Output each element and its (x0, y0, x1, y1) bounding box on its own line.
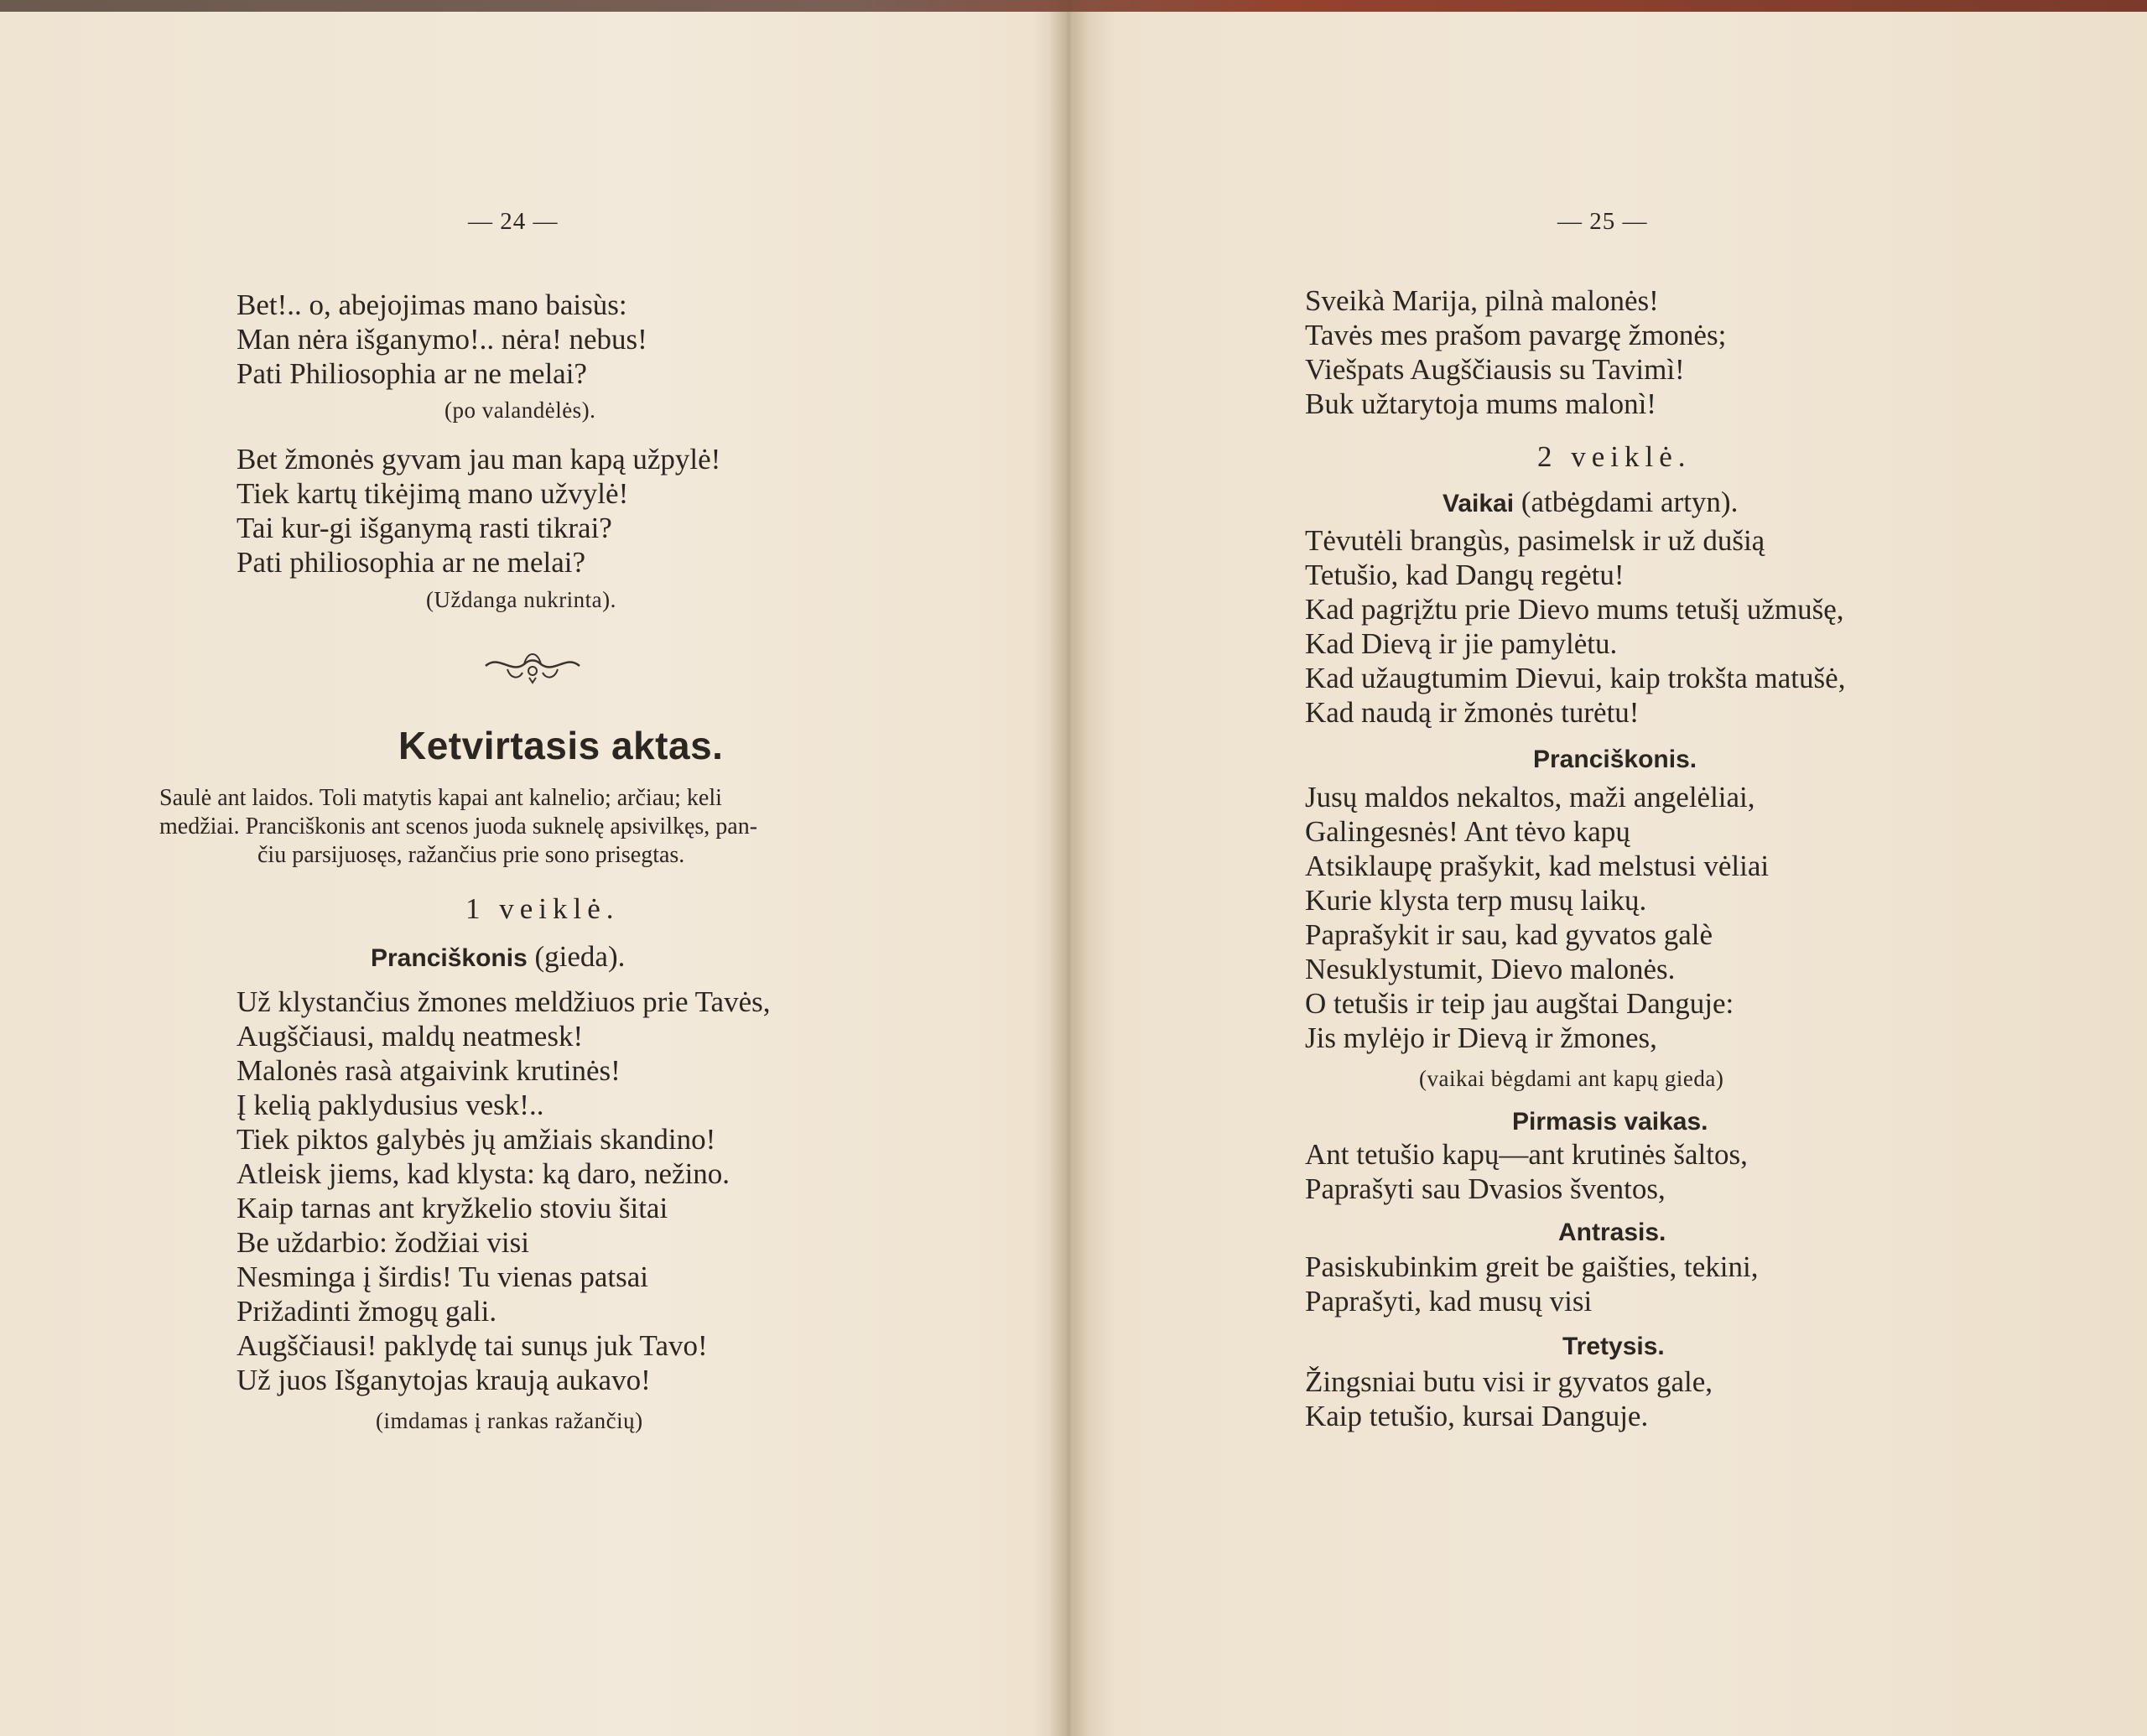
verse-line: Į kelią paklydusius vesk!.. (237, 1089, 544, 1121)
right-page (1082, 0, 2147, 1736)
verse-line: Man nėra išganymo!.. nėra! nebus! (237, 323, 647, 356)
verse-line: Atsiklaupę prašykit, kad melstusi vėliai (1305, 850, 1770, 882)
verse-line: Nesuklystumit, Dievo malonės. (1305, 953, 1676, 985)
verse-line: O tetušis ir teip jau augštai Danguje: (1305, 987, 1734, 1020)
verse-line: Tai kur-gi išganymą rasti tikrai? (237, 512, 612, 544)
verse-line: Galingesnės! Ant tėvo kapų (1305, 815, 1630, 848)
scene-heading: 1 veiklė. (465, 892, 620, 925)
verse-line: Malonės rasà atgaivink krutinės! (237, 1054, 621, 1087)
verse-line: Paprašyti sau Dvasios šventos, (1305, 1172, 1666, 1205)
verse-line: Kad Dievą ir jie pamylėtu. (1305, 627, 1618, 660)
speaker-note: (atbėgdami artyn). (1521, 486, 1739, 518)
speaker-name: Vaikai (1443, 490, 1515, 517)
verse-line: Viešpats Augščiausis su Tavimì! (1305, 353, 1685, 386)
speaker-line (371, 939, 625, 976)
verse-line: Kad naudą ir žmonės turėtu! (1305, 696, 1640, 729)
verse-line: Be uždarbio: žodžiai visi (237, 1226, 529, 1259)
speaker-name: Antrasis. (1558, 1219, 1666, 1246)
verse-line: Augščiausi! paklydę tai sunųs juk Tavo! (237, 1329, 708, 1362)
stage-direction-line: medžiai. Pranciškonis ant scenos juoda suknelę apsivilkęs, pan- (159, 813, 758, 839)
speaker-line (1443, 485, 1738, 522)
verse-line: Kurie klysta terp musų laikų. (1305, 884, 1647, 917)
verse-line: Tėvutėli brangùs, pasimelsk ir už dušią (1305, 524, 1765, 557)
verse-line: Jusų maldos nekaltos, maži angelėliai, (1305, 781, 1755, 813)
verse-line: Nesminga į širdis! Tu vienas patsai (237, 1260, 648, 1293)
aside-note: (imdamas į rankas ražančių) (376, 1408, 643, 1433)
aside-note: (vaikai bėgdami ant kapų gieda) (1419, 1066, 1724, 1091)
stage-direction-line: Saulė ant laidos. Toli matytis kapai ant kalnelio; arčiau; keli (159, 785, 722, 811)
verse-line: Prižadinti žmogų gali. (237, 1295, 497, 1328)
aside-note: (po valandėlės). (444, 398, 596, 423)
speaker-line (1512, 1103, 1708, 1140)
verse-line: Paprašykit ir sau, kad gyvatos galè (1305, 918, 1713, 951)
page-number: — 25 — (1557, 208, 1648, 235)
speaker-line (1562, 1328, 1665, 1364)
verse-line: Paprašyti, kad musų visi (1305, 1285, 1593, 1318)
floral-vignette-icon (482, 646, 583, 684)
page-number: — 24 — (468, 208, 559, 235)
verse-line: Ant tetušio kapų—ant krutinės šaltos, (1305, 1138, 1748, 1171)
verse-line: Kaip tetušio, kursai Danguje. (1305, 1400, 1649, 1432)
verse-line: Už juos Išganytojas kraują aukavo! (237, 1364, 651, 1396)
aside-note: (Uždanga nukrinta). (426, 587, 616, 612)
verse-line: Žingsniai butu visi ir gyvatos gale, (1305, 1365, 1713, 1398)
verse-line: Už klystančius žmones meldžiuos prie Tavės, (237, 985, 771, 1018)
verse-line: Kad pagrįžtu prie Dievo mums tetušį užmušę, (1305, 593, 1844, 626)
verse-line: Bet!.. o, abejojimas mano baisùs: (237, 288, 627, 321)
act-title: Ketvirtasis aktas. (398, 724, 724, 767)
speaker-line (1558, 1214, 1666, 1250)
verse-line: Pati philiosophia ar ne melai? (237, 546, 586, 579)
stage-direction-line: čiu parsijuosęs, ražančius prie sono prisegtas. (257, 842, 685, 868)
verse-line: Tavės mes prašom pavargę žmonės; (1305, 319, 1727, 351)
verse-line: Pasiskubinkim greit be gaišties, tekini, (1305, 1250, 1759, 1283)
scene-heading: 2 veiklė. (1537, 440, 1692, 473)
verse-line: Bet žmonės gyvam jau man kapą užpylė! (237, 443, 721, 476)
verse-line: Tiek kartų tikėjimą mano užvylė! (237, 477, 629, 510)
verse-line: Buk užtarytoja mums malonì! (1305, 387, 1656, 420)
speaker-note: (gieda). (534, 940, 626, 973)
speaker-name: Pirmasis vaikas. (1512, 1108, 1708, 1136)
verse-line: Pati Philiosophia ar ne melai? (237, 357, 587, 390)
verse-line: Tetušio, kad Dangų regėtu! (1305, 559, 1625, 591)
verse-line: Atleisk jiems, kad klysta: ką daro, nežino. (237, 1157, 730, 1190)
verse-line: Jis mylėjo ir Dievą ir žmones, (1305, 1021, 1657, 1054)
left-page (0, 0, 1057, 1736)
speaker-name: Tretysis. (1562, 1333, 1665, 1360)
verse-line: Augščiausi, maldų neatmesk! (237, 1020, 584, 1053)
speaker-line (1533, 741, 1697, 777)
verse-line: Kaip tarnas ant kryžkelio stoviu šitai (237, 1192, 668, 1224)
speaker-name: Pranciškonis (371, 944, 528, 972)
speaker-name: Pranciškonis. (1533, 746, 1697, 773)
verse-line: Kad užaugtumim Dievui, kaip trokšta matušė, (1305, 662, 1846, 694)
verse-line: Sveikà Marija, pilnà malonės! (1305, 284, 1659, 317)
verse-line: Tiek piktos galybės jų amžiais skandino! (237, 1123, 716, 1156)
